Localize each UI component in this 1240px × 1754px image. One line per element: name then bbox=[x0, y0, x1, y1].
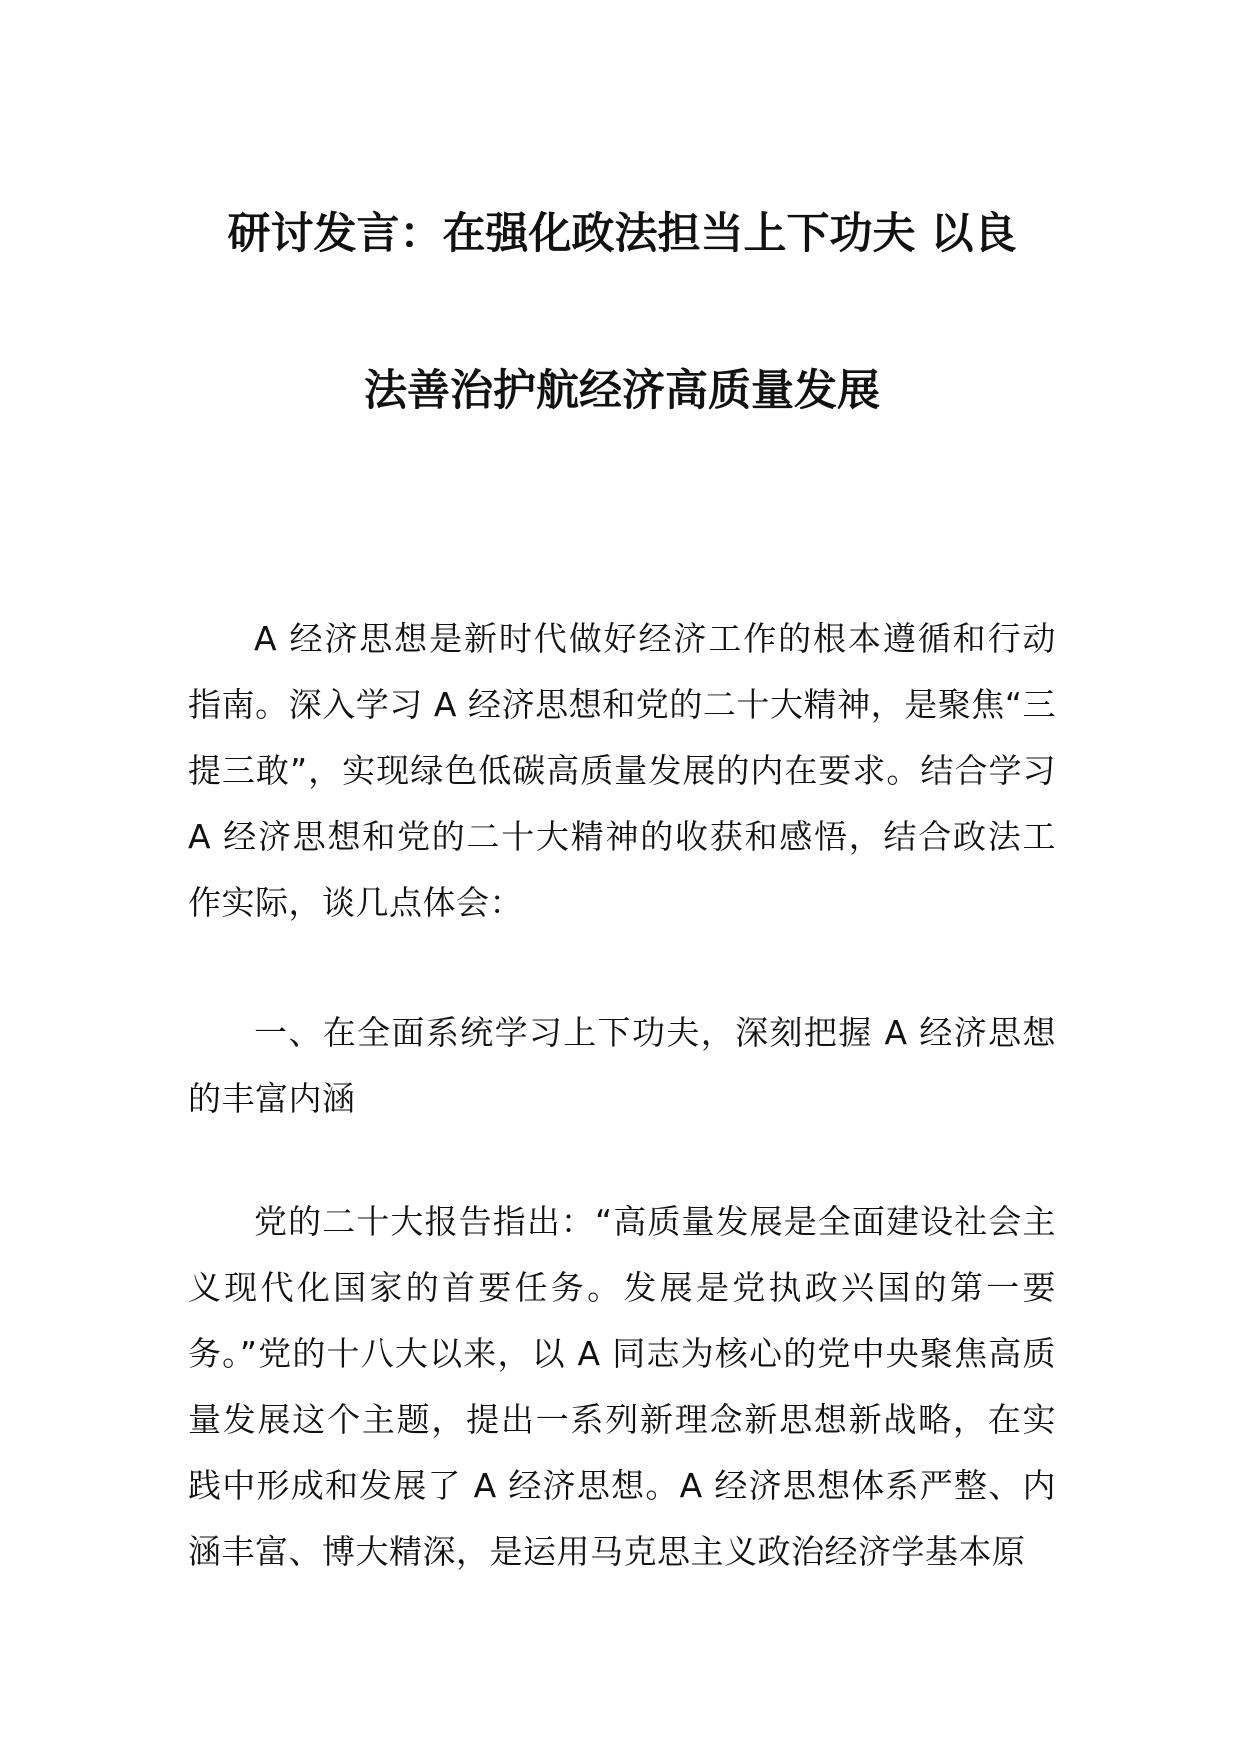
document-title-line-1: 研讨发言：在强化政法担当上下功夫 以良 bbox=[227, 209, 1017, 259]
section-heading-1: 一、在全面系统学习上下功夫，深刻把握 A 经济思想的丰富内涵 bbox=[188, 1013, 1056, 1118]
paragraph-intro: A 经济思想是新时代做好经济工作的根本遵循和行动指南。深入学习 A 经济思想和党的二十大精神，是聚焦“三提三敢”，实现绿色低碳高质量发展的内在要求。结合学习 A 经济思想和党的二十大精神的收获和感悟，结合政法工作实际，谈几点体会： bbox=[188, 619, 1056, 922]
paragraph-body: 党的二十大报告指出：“高质量发展是全面建设社会主义现代化国家的首要任务。发展是党执政兴国的第一要务。”党的十八大以来，以 A 同志为核心的党中央聚焦高质量发展这个主题，提出一系列新理念新思想新战略，在实践中形成和发展了 A 经济思想。A 经济思想体系严整、内涵丰富、博大精深，是运用马克思主义政治经济学基本原 bbox=[188, 1202, 1056, 1571]
document-page bbox=[188, 0, 1056, 1754]
document-title-line-2: 法善治护航经济高质量发展 bbox=[364, 366, 880, 416]
